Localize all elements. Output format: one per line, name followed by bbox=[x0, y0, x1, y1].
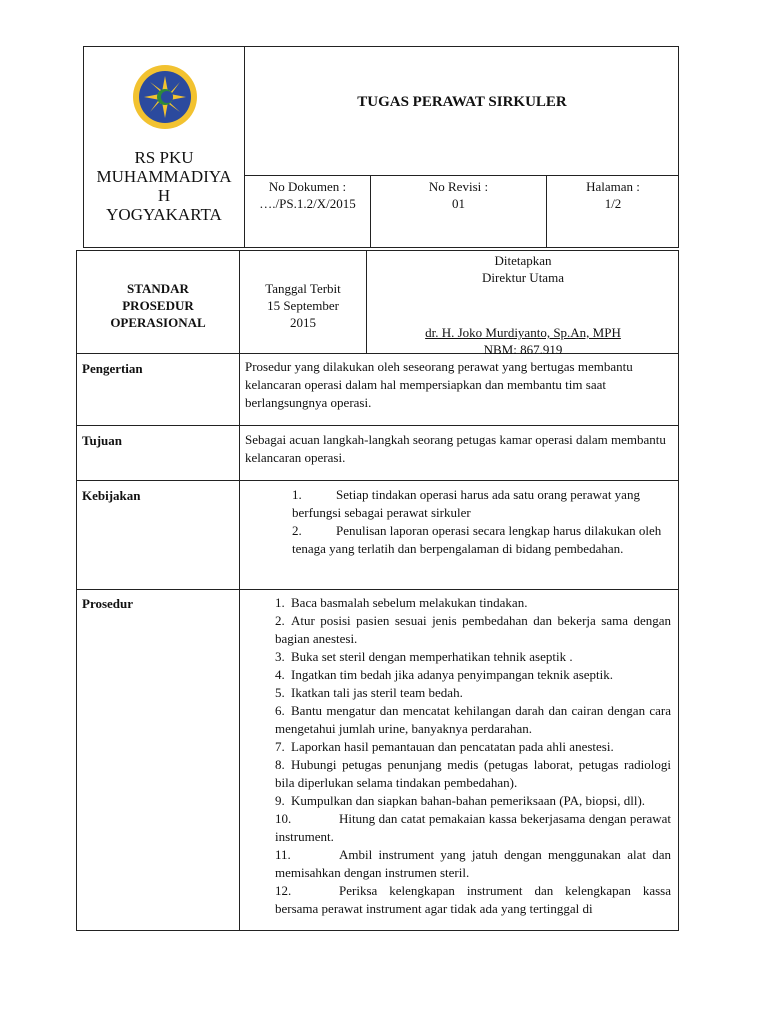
kebijakan-list bbox=[292, 486, 662, 558]
kebijakan-label: Kebijakan bbox=[82, 488, 141, 503]
prosedur-item-num: 7. bbox=[275, 739, 285, 754]
prosedur-item bbox=[275, 810, 671, 846]
signer-nbm: NBM: 867.919 bbox=[483, 342, 563, 357]
signer-name: dr. H. Joko Murdiyanto, Sp.An, MPH bbox=[425, 325, 621, 340]
row-line-3 bbox=[76, 480, 679, 481]
tanggal-terbit-cell bbox=[240, 280, 366, 331]
hospital-name-line: H bbox=[157, 186, 171, 205]
kebijakan-item-num: 1. bbox=[292, 487, 302, 502]
prosedur-item bbox=[275, 594, 671, 612]
prosedur-item bbox=[275, 792, 671, 810]
prosedur-item bbox=[275, 648, 671, 666]
prosedur-item-num: 2. bbox=[275, 613, 285, 628]
no-revisi-cell bbox=[371, 178, 546, 212]
no-dokumen-cell bbox=[245, 178, 370, 212]
header-hline bbox=[244, 175, 679, 176]
hospital-name bbox=[84, 148, 244, 224]
prosedur-item-num: 10. bbox=[275, 811, 292, 826]
kebijakan-item bbox=[292, 522, 662, 558]
hospital-name-line: MUHAMMADIYA bbox=[96, 167, 232, 186]
prosedur-item-text: Ikatkan tali jas steril team bedah. bbox=[291, 685, 463, 700]
prosedur-item bbox=[275, 756, 671, 792]
prosedur-item-text: Ambil instrument yang jatuh dengan menggunakan alat dan memisahkan dengan instrumen steril. bbox=[275, 847, 671, 880]
prosedur-item-text: Baca basmalah sebelum melakukan tindakan. bbox=[291, 595, 528, 610]
tanggal-terbit-value: 15 September bbox=[267, 298, 339, 313]
kebijakan-item bbox=[292, 486, 662, 522]
prosedur-item bbox=[275, 738, 671, 756]
kebijakan-item-num: 2. bbox=[292, 523, 302, 538]
prosedur-list bbox=[275, 594, 671, 930]
prosedur-item-num: 9. bbox=[275, 793, 285, 808]
prosedur-item bbox=[275, 612, 671, 648]
tujuan-label: Tujuan bbox=[82, 433, 122, 448]
no-revisi-value: 01 bbox=[452, 196, 465, 211]
no-dokumen-label: No Dokumen : bbox=[268, 179, 347, 194]
prosedur-item-text: Periksa kelengkapan instrument dan kelengkapan kassa bersama perawat instrument agar tidak ada yang tertinggal di bbox=[275, 883, 671, 916]
prosedur-item-num: 3. bbox=[275, 649, 285, 664]
spo-label-line: STANDAR bbox=[127, 281, 189, 296]
ditetapkan-cell bbox=[367, 252, 679, 286]
prosedur-item-num: 12. bbox=[275, 883, 292, 898]
prosedur-item-text: Buka set steril dengan memperhatikan tehnik aseptik . bbox=[291, 649, 573, 664]
header-vline-1 bbox=[244, 46, 245, 248]
halaman-cell bbox=[547, 178, 679, 212]
kebijakan-item-text: Setiap tindakan operasi harus ada satu orang perawat yang berfungsi sebagai perawat sirkuler bbox=[292, 487, 640, 520]
prosedur-item-num: 6. bbox=[275, 703, 285, 718]
direktur-label: Direktur Utama bbox=[482, 270, 564, 285]
prosedur-item-text: Atur posisi pasien sesuai jenis pembedahan dan bekerja sama dengan bagian anestesi. bbox=[275, 613, 671, 646]
hospital-logo bbox=[132, 64, 198, 130]
prosedur-item bbox=[275, 666, 671, 684]
tujuan-text: Sebagai acuan langkah-langkah seorang petugas kamar operasi dalam membantu kelancaran operasi. bbox=[245, 432, 666, 465]
signer-block bbox=[367, 324, 679, 358]
hospital-name-line: RS PKU bbox=[134, 148, 194, 167]
spo-label-line: OPERASIONAL bbox=[110, 315, 206, 330]
no-revisi-label: No Revisi : bbox=[428, 179, 489, 194]
prosedur-item-num: 4. bbox=[275, 667, 285, 682]
logo-emblem-icon bbox=[132, 64, 198, 130]
halaman-label: Halaman : bbox=[586, 179, 640, 194]
pengertian-text: Prosedur yang dilakukan oleh seseorang perawat yang bertugas membantu kelancaran operasi dalam hal mempersiapkan dan membantu tim saat berlangsungnya operasi. bbox=[245, 359, 633, 410]
prosedur-label: Prosedur bbox=[82, 596, 134, 611]
prosedur-item-text: Hitung dan catat pemakaian kassa bekerjasama dengan perawat instrument. bbox=[275, 811, 671, 844]
halaman-value: 1/2 bbox=[604, 196, 622, 211]
spo-label-line: PROSEDUR bbox=[122, 298, 194, 313]
prosedur-item-num: 5. bbox=[275, 685, 285, 700]
spo-label bbox=[77, 280, 239, 331]
prosedur-item bbox=[275, 684, 671, 702]
hospital-name-line: YOGYAKARTA bbox=[106, 205, 222, 224]
prosedur-item-num: 11. bbox=[275, 847, 291, 862]
prosedur-item bbox=[275, 846, 671, 882]
row-line-2 bbox=[76, 425, 679, 426]
pengertian-label: Pengertian bbox=[82, 361, 143, 376]
prosedur-item bbox=[275, 882, 671, 918]
prosedur-item-text: Kumpulkan dan siapkan bahan-bahan pemeriksaan (PA, biopsi, dll). bbox=[291, 793, 646, 808]
prosedur-item-text: Ingatkan tim bedah jika adanya penyimpangan teknik aseptik. bbox=[291, 667, 614, 682]
tanggal-terbit-label: Tanggal Terbit bbox=[265, 281, 341, 296]
prosedur-item-num: 1. bbox=[275, 595, 285, 610]
document-title: TUGAS PERAWAT SIRKULER bbox=[357, 94, 567, 110]
prosedur-item-text: Bantu mengatur dan mencatat kehilangan darah dan cairan dengan cara mengetahui jumlah urine, banyaknya perdarahan. bbox=[275, 703, 671, 736]
ditetapkan-label: Ditetapkan bbox=[494, 253, 552, 268]
kebijakan-item-text: Penulisan laporan operasi secara lengkap harus dilakukan oleh tenaga yang terlatih dan berpengalaman di bidang pembedahan. bbox=[292, 523, 662, 556]
no-dokumen-value: …./PS.1.2/X/2015 bbox=[259, 196, 356, 211]
prosedur-item-text: Laporkan hasil pemantauan dan pencatatan pada ahli anestesi. bbox=[291, 739, 614, 754]
prosedur-item-text: Hubungi petugas penunjang medis (petugas laborat, petugas radiologi bila diperlukan selama tindakan pembedahan). bbox=[275, 757, 671, 790]
tanggal-terbit-value: 2015 bbox=[290, 315, 316, 330]
row-line-4 bbox=[76, 589, 679, 590]
prosedur-item-num: 8. bbox=[275, 757, 285, 772]
prosedur-item bbox=[275, 702, 671, 738]
